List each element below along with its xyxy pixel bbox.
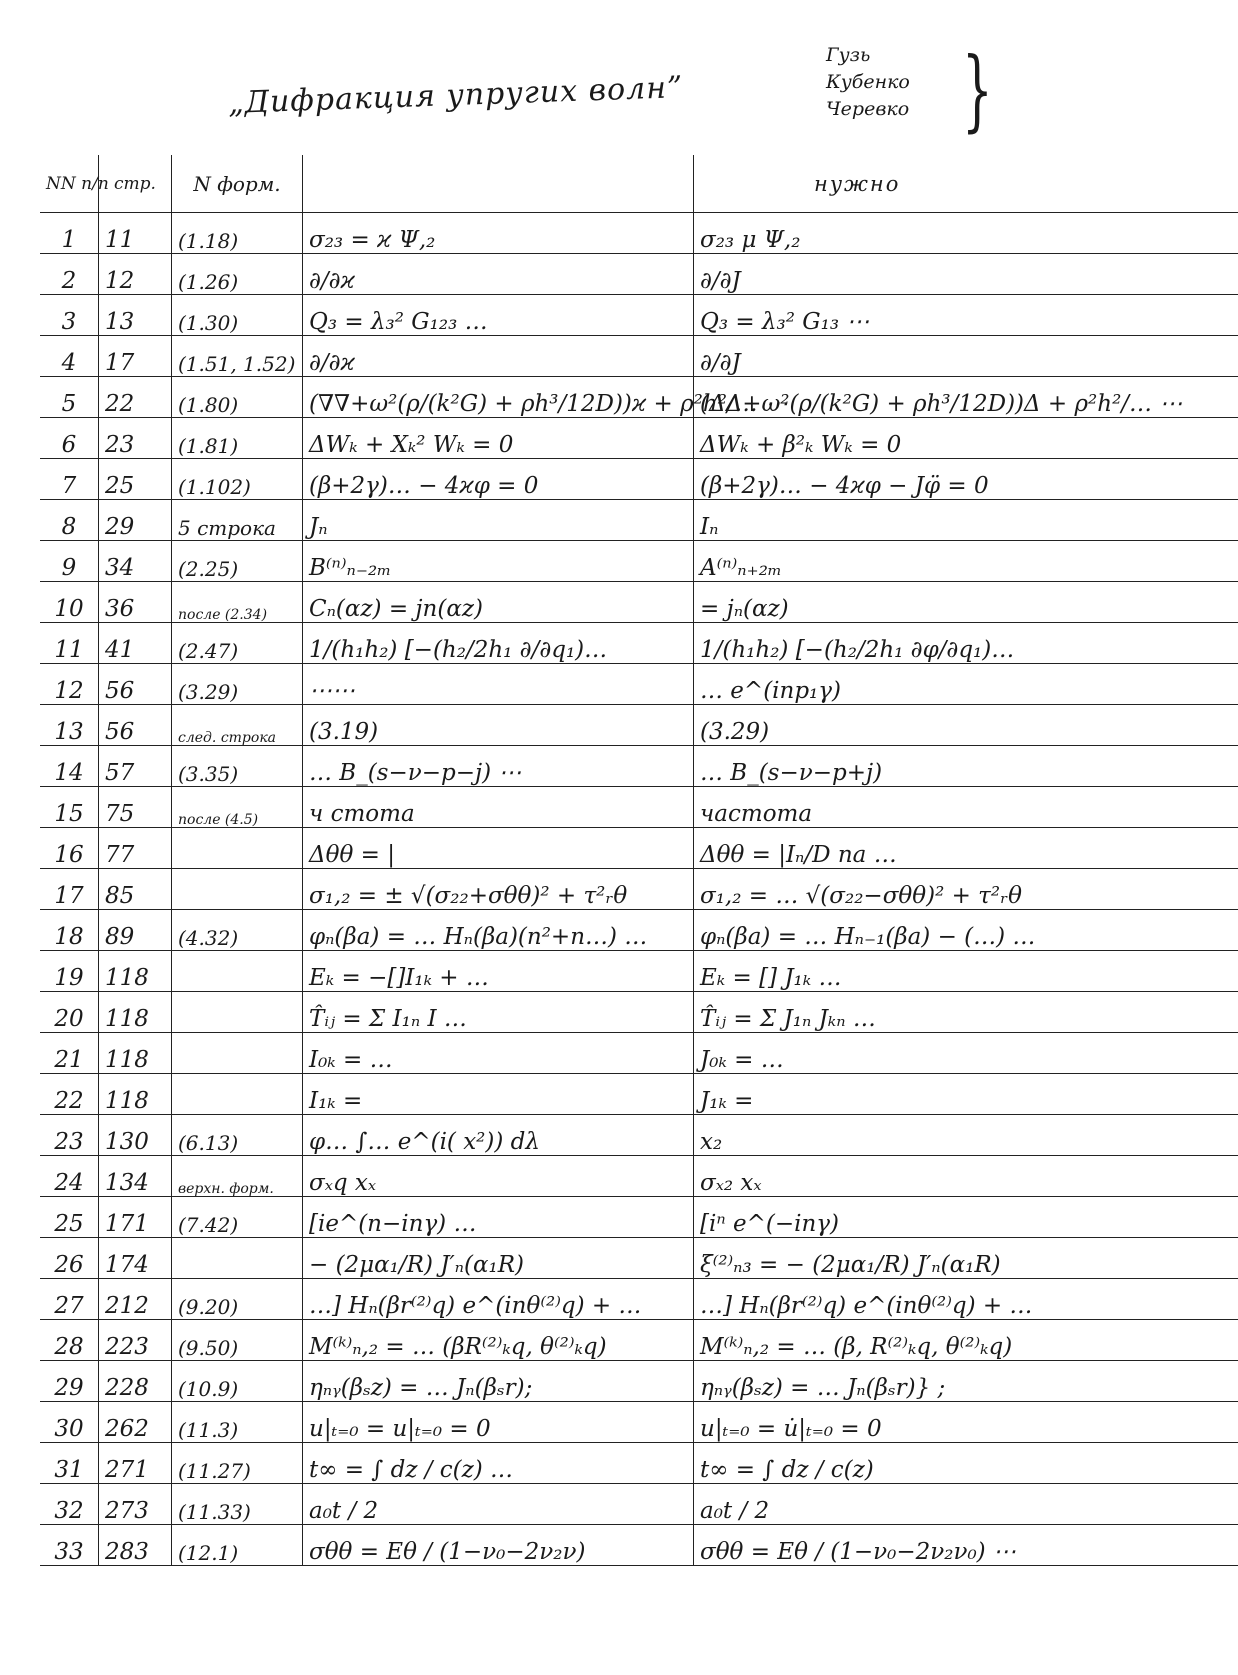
row-number-cell: 18	[40, 910, 99, 951]
page-cell: 118	[99, 992, 172, 1033]
page-cell: 223	[99, 1320, 172, 1361]
table-row	[40, 746, 1238, 787]
table-row	[40, 623, 1238, 664]
formula-ref-cell: (3.29)	[172, 664, 303, 705]
page-cell: 17	[99, 336, 172, 377]
page-cell: 134	[99, 1156, 172, 1197]
formula-ref-cell	[172, 1238, 303, 1279]
page-cell: 228	[99, 1361, 172, 1402]
formula-ref-cell: след. строка	[172, 705, 303, 746]
page-cell: 23	[99, 418, 172, 459]
formula-ref-cell: (12.1)	[172, 1525, 303, 1566]
formula-ref-cell	[172, 1033, 303, 1074]
page-cell: 36	[99, 582, 172, 623]
printed-cell: ηₙᵧ(βₛz) = … Jₙ(βₛr);	[303, 1361, 694, 1402]
table-row	[40, 1361, 1238, 1402]
formula-ref-cell: (3.35)	[172, 746, 303, 787]
printed-cell: I₁ₖ =	[303, 1074, 694, 1115]
header-right: нужно	[694, 155, 1238, 213]
formula-ref-cell: (1.51, 1.52)	[172, 336, 303, 377]
formula-ref-cell: (7.42)	[172, 1197, 303, 1238]
correction-cell: M⁽ᵏ⁾ₙ,₂ = … (β, R⁽²⁾ₖq, θ⁽²⁾ₖq)	[694, 1320, 1238, 1361]
row-number-cell: 5	[40, 377, 99, 418]
printed-cell: σ₁,₂ = ± √(σ₂₂+σθθ)² + τ²ᵣθ	[303, 869, 694, 910]
row-number-cell: 1	[40, 213, 99, 254]
table-row	[40, 295, 1238, 336]
correction-cell: …] Hₙ(βr⁽²⁾q) e^(inθ⁽²⁾q) + …	[694, 1279, 1238, 1320]
header-wrong	[303, 155, 694, 213]
header-page: стр.	[99, 155, 172, 213]
printed-cell: φ… ∫… e^(i( x²)) dλ	[303, 1115, 694, 1156]
formula-ref-cell: (1.81)	[172, 418, 303, 459]
row-number-cell: 25	[40, 1197, 99, 1238]
row-number-cell: 22	[40, 1074, 99, 1115]
table-row	[40, 1484, 1238, 1525]
formula-ref-cell: (11.3)	[172, 1402, 303, 1443]
row-number-cell: 11	[40, 623, 99, 664]
printed-cell: ΔWₖ + Xₖ² Wₖ = 0	[303, 418, 694, 459]
correction-cell: σ₁,₂ = … √(σ₂₂−σθθ)² + τ²ᵣθ	[694, 869, 1238, 910]
correction-cell: J₁ₖ =	[694, 1074, 1238, 1115]
correction-cell: σθθ = Eθ / (1−ν₀−2ν₂ν₀) ⋯	[694, 1525, 1238, 1566]
page-cell: 34	[99, 541, 172, 582]
page-cell: 130	[99, 1115, 172, 1156]
correction-cell: ξ⁽²⁾ₙ₃ = − (2μα₁/R) J′ₙ(α₁R)	[694, 1238, 1238, 1279]
printed-cell: σₓq xₓ	[303, 1156, 694, 1197]
table-row	[40, 1033, 1238, 1074]
table-row	[40, 582, 1238, 623]
table-row	[40, 992, 1238, 1033]
row-number-cell: 29	[40, 1361, 99, 1402]
printed-cell: t∞ = ∫ dz / c(z) …	[303, 1443, 694, 1484]
printed-cell: [ie^(n−inγ) …	[303, 1197, 694, 1238]
page-cell: 262	[99, 1402, 172, 1443]
formula-ref-cell	[172, 869, 303, 910]
correction-cell: … B_(s−ν−p+j)	[694, 746, 1238, 787]
page-cell: 89	[99, 910, 172, 951]
page-cell: 283	[99, 1525, 172, 1566]
page-cell: 118	[99, 1033, 172, 1074]
page-cell: 13	[99, 295, 172, 336]
correction-cell: Eₖ = [] J₁ₖ …	[694, 951, 1238, 992]
table-row	[40, 1197, 1238, 1238]
table-row	[40, 664, 1238, 705]
correction-cell: J₀ₖ = …	[694, 1033, 1238, 1074]
row-number-cell: 31	[40, 1443, 99, 1484]
page-cell: 11	[99, 213, 172, 254]
formula-ref-cell: (1.18)	[172, 213, 303, 254]
table-row	[40, 705, 1238, 746]
table-row	[40, 787, 1238, 828]
document-title: „Дифракция упругих волн”	[227, 70, 684, 121]
correction-cell: [iⁿ e^(−inγ)	[694, 1197, 1238, 1238]
printed-cell: ч стота	[303, 787, 694, 828]
table-row	[40, 336, 1238, 377]
row-number-cell: 21	[40, 1033, 99, 1074]
erratum-table	[40, 155, 1238, 1566]
formula-ref-cell: 5 строка	[172, 500, 303, 541]
row-number-cell: 30	[40, 1402, 99, 1443]
row-number-cell: 32	[40, 1484, 99, 1525]
table-row	[40, 828, 1238, 869]
table-row	[40, 1443, 1238, 1484]
printed-cell: T̂ᵢⱼ = Σ I₁ₙ I …	[303, 992, 694, 1033]
table-row	[40, 254, 1238, 295]
formula-ref-cell: (2.25)	[172, 541, 303, 582]
printed-cell: (β+2γ)… − 4ϰφ = 0	[303, 459, 694, 500]
printed-cell: φₙ(βa) = … Hₙ(βa)(n²+n…) …	[303, 910, 694, 951]
correction-cell: = jₙ(αz)	[694, 582, 1238, 623]
table-row	[40, 1074, 1238, 1115]
page-cell: 41	[99, 623, 172, 664]
row-number-cell: 9	[40, 541, 99, 582]
formula-ref-cell: (11.33)	[172, 1484, 303, 1525]
row-number-cell: 20	[40, 992, 99, 1033]
row-number-cell: 7	[40, 459, 99, 500]
page-cell: 271	[99, 1443, 172, 1484]
correction-cell: ηₙᵧ(βₛz) = … Jₙ(βₛr)} ;	[694, 1361, 1238, 1402]
printed-cell: Q₃ = λ₃² G₁₂₃ …	[303, 295, 694, 336]
formula-ref-cell: (2.47)	[172, 623, 303, 664]
printed-cell: σθθ = Eθ / (1−ν₀−2ν₂ν)	[303, 1525, 694, 1566]
row-number-cell: 19	[40, 951, 99, 992]
correction-cell: (ΔΔ+ω²(ρ/(k²G) + ρh³/12D))Δ + ρ²h²/… ⋯	[694, 377, 1238, 418]
row-number-cell: 4	[40, 336, 99, 377]
row-number-cell: 8	[40, 500, 99, 541]
correction-cell: A⁽ⁿ⁾ₙ₊₂ₘ	[694, 541, 1238, 582]
formula-ref-cell: (1.30)	[172, 295, 303, 336]
printed-cell: − (2μα₁/R) J′ₙ(α₁R)	[303, 1238, 694, 1279]
printed-cell: (∇∇+ω²(ρ/(k²G) + ρh³/12D))ϰ + ρ²h²/… ⋯	[303, 377, 694, 418]
printed-cell: Cₙ(αz) = jn(αz)	[303, 582, 694, 623]
formula-ref-cell: после (4.5)	[172, 787, 303, 828]
formula-ref-cell: (6.13)	[172, 1115, 303, 1156]
printed-cell: … B_(s−ν−p−j) ⋯	[303, 746, 694, 787]
printed-cell: u|ₜ₌₀ = u|ₜ₌₀ = 0	[303, 1402, 694, 1443]
correction-cell: φₙ(βa) = … Hₙ₋₁(βa) − (…) …	[694, 910, 1238, 951]
author-name: Гузь	[826, 44, 871, 66]
page-cell: 77	[99, 828, 172, 869]
table-row	[40, 1115, 1238, 1156]
row-number-cell: 16	[40, 828, 99, 869]
formula-ref-cell: (4.32)	[172, 910, 303, 951]
authors-list	[826, 42, 910, 123]
printed-cell: a₀t / 2	[303, 1484, 694, 1525]
correction-cell: x₂	[694, 1115, 1238, 1156]
table-row	[40, 869, 1238, 910]
author-name: Черевко	[826, 98, 910, 120]
table-row	[40, 1320, 1238, 1361]
printed-cell: σ₂₃ = ϰ Ψ,₂	[303, 213, 694, 254]
formula-ref-cell: (9.20)	[172, 1279, 303, 1320]
correction-cell: Q₃ = λ₃² G₁₃ ⋯	[694, 295, 1238, 336]
page-cell: 85	[99, 869, 172, 910]
page-cell: 29	[99, 500, 172, 541]
correction-cell: (3.29)	[694, 705, 1238, 746]
formula-ref-cell	[172, 828, 303, 869]
printed-cell: …] Hₙ(βr⁽²⁾q) e^(inθ⁽²⁾q) + …	[303, 1279, 694, 1320]
table-row	[40, 910, 1238, 951]
row-number-cell: 10	[40, 582, 99, 623]
formula-ref-cell: (1.102)	[172, 459, 303, 500]
table-row	[40, 459, 1238, 500]
authors-brace: }	[962, 38, 993, 141]
correction-cell: u|ₜ₌₀ = u̇|ₜ₌₀ = 0	[694, 1402, 1238, 1443]
row-number-cell: 26	[40, 1238, 99, 1279]
correction-cell: Δθθ = |Iₙ/D na …	[694, 828, 1238, 869]
table-row	[40, 1402, 1238, 1443]
correction-cell: t∞ = ∫ dz / c(z)	[694, 1443, 1238, 1484]
row-number-cell: 6	[40, 418, 99, 459]
table-row	[40, 213, 1238, 254]
page-cell: 56	[99, 664, 172, 705]
page-cell: 174	[99, 1238, 172, 1279]
printed-cell: I₀ₖ = …	[303, 1033, 694, 1074]
formula-ref-cell: (11.27)	[172, 1443, 303, 1484]
row-number-cell: 15	[40, 787, 99, 828]
page-cell: 22	[99, 377, 172, 418]
row-number-cell: 33	[40, 1525, 99, 1566]
printed-cell: ⋯⋯	[303, 664, 694, 705]
correction-cell: (β+2γ)… − 4ϰφ − Jφ̈ = 0	[694, 459, 1238, 500]
table-row	[40, 1238, 1238, 1279]
page-cell: 171	[99, 1197, 172, 1238]
row-number-cell: 23	[40, 1115, 99, 1156]
printed-cell: Δθθ = |	[303, 828, 694, 869]
page-cell: 12	[99, 254, 172, 295]
correction-cell: σₓ₂ xₓ	[694, 1156, 1238, 1197]
printed-cell: M⁽ᵏ⁾ₙ,₂ = … (βR⁽²⁾ₖq, θ⁽²⁾ₖq)	[303, 1320, 694, 1361]
table-row	[40, 418, 1238, 459]
header-row	[40, 155, 1238, 213]
correction-cell: a₀t / 2	[694, 1484, 1238, 1525]
table-row	[40, 377, 1238, 418]
correction-cell: T̂ᵢⱼ = Σ J₁ₙ Jₖₙ …	[694, 992, 1238, 1033]
header-formula: N форм.	[172, 155, 303, 213]
table-body	[40, 213, 1238, 1566]
correction-cell: 1/(h₁h₂) [−(h₂/2h₁ ∂φ/∂q₁)…	[694, 623, 1238, 664]
correction-cell: частота	[694, 787, 1238, 828]
printed-cell: B⁽ⁿ⁾ₙ₋₂ₘ	[303, 541, 694, 582]
printed-cell: ∂/∂ϰ	[303, 336, 694, 377]
correction-cell: … e^(inp₁γ)	[694, 664, 1238, 705]
formula-ref-cell: после (2.34)	[172, 582, 303, 623]
row-number-cell: 3	[40, 295, 99, 336]
table-row	[40, 541, 1238, 582]
formula-ref-cell	[172, 992, 303, 1033]
page-cell: 56	[99, 705, 172, 746]
page-cell: 75	[99, 787, 172, 828]
table-row	[40, 500, 1238, 541]
printed-cell: Jₙ	[303, 500, 694, 541]
printed-cell: Eₖ = −[]I₁ₖ + …	[303, 951, 694, 992]
row-number-cell: 14	[40, 746, 99, 787]
table-row	[40, 1525, 1238, 1566]
row-number-cell: 24	[40, 1156, 99, 1197]
page-cell: 118	[99, 951, 172, 992]
table-row	[40, 1279, 1238, 1320]
correction-cell: ΔWₖ + β²ₖ Wₖ = 0	[694, 418, 1238, 459]
page-cell: 57	[99, 746, 172, 787]
page-cell: 25	[99, 459, 172, 500]
correction-cell: ∂/∂J	[694, 254, 1238, 295]
formula-ref-cell: (9.50)	[172, 1320, 303, 1361]
page-cell: 118	[99, 1074, 172, 1115]
row-number-cell: 13	[40, 705, 99, 746]
correction-cell: ∂/∂J	[694, 336, 1238, 377]
row-number-cell: 17	[40, 869, 99, 910]
printed-cell: (3.19)	[303, 705, 694, 746]
formula-ref-cell	[172, 1074, 303, 1115]
formula-ref-cell: (1.80)	[172, 377, 303, 418]
table-row	[40, 1156, 1238, 1197]
row-number-cell: 2	[40, 254, 99, 295]
formula-ref-cell: (10.9)	[172, 1361, 303, 1402]
formula-ref-cell: (1.26)	[172, 254, 303, 295]
page-cell: 212	[99, 1279, 172, 1320]
header-num: NN п/п	[40, 155, 99, 213]
row-number-cell: 27	[40, 1279, 99, 1320]
printed-cell: 1/(h₁h₂) [−(h₂/2h₁ ∂/∂q₁)…	[303, 623, 694, 664]
formula-ref-cell: верхн. форм.	[172, 1156, 303, 1197]
correction-cell: Iₙ	[694, 500, 1238, 541]
printed-cell: ∂/∂ϰ	[303, 254, 694, 295]
formula-ref-cell	[172, 951, 303, 992]
table-row	[40, 951, 1238, 992]
page-cell: 273	[99, 1484, 172, 1525]
row-number-cell: 12	[40, 664, 99, 705]
author-name: Кубенко	[826, 71, 910, 93]
row-number-cell: 28	[40, 1320, 99, 1361]
correction-cell: σ₂₃ μ Ψ,₂	[694, 213, 1238, 254]
